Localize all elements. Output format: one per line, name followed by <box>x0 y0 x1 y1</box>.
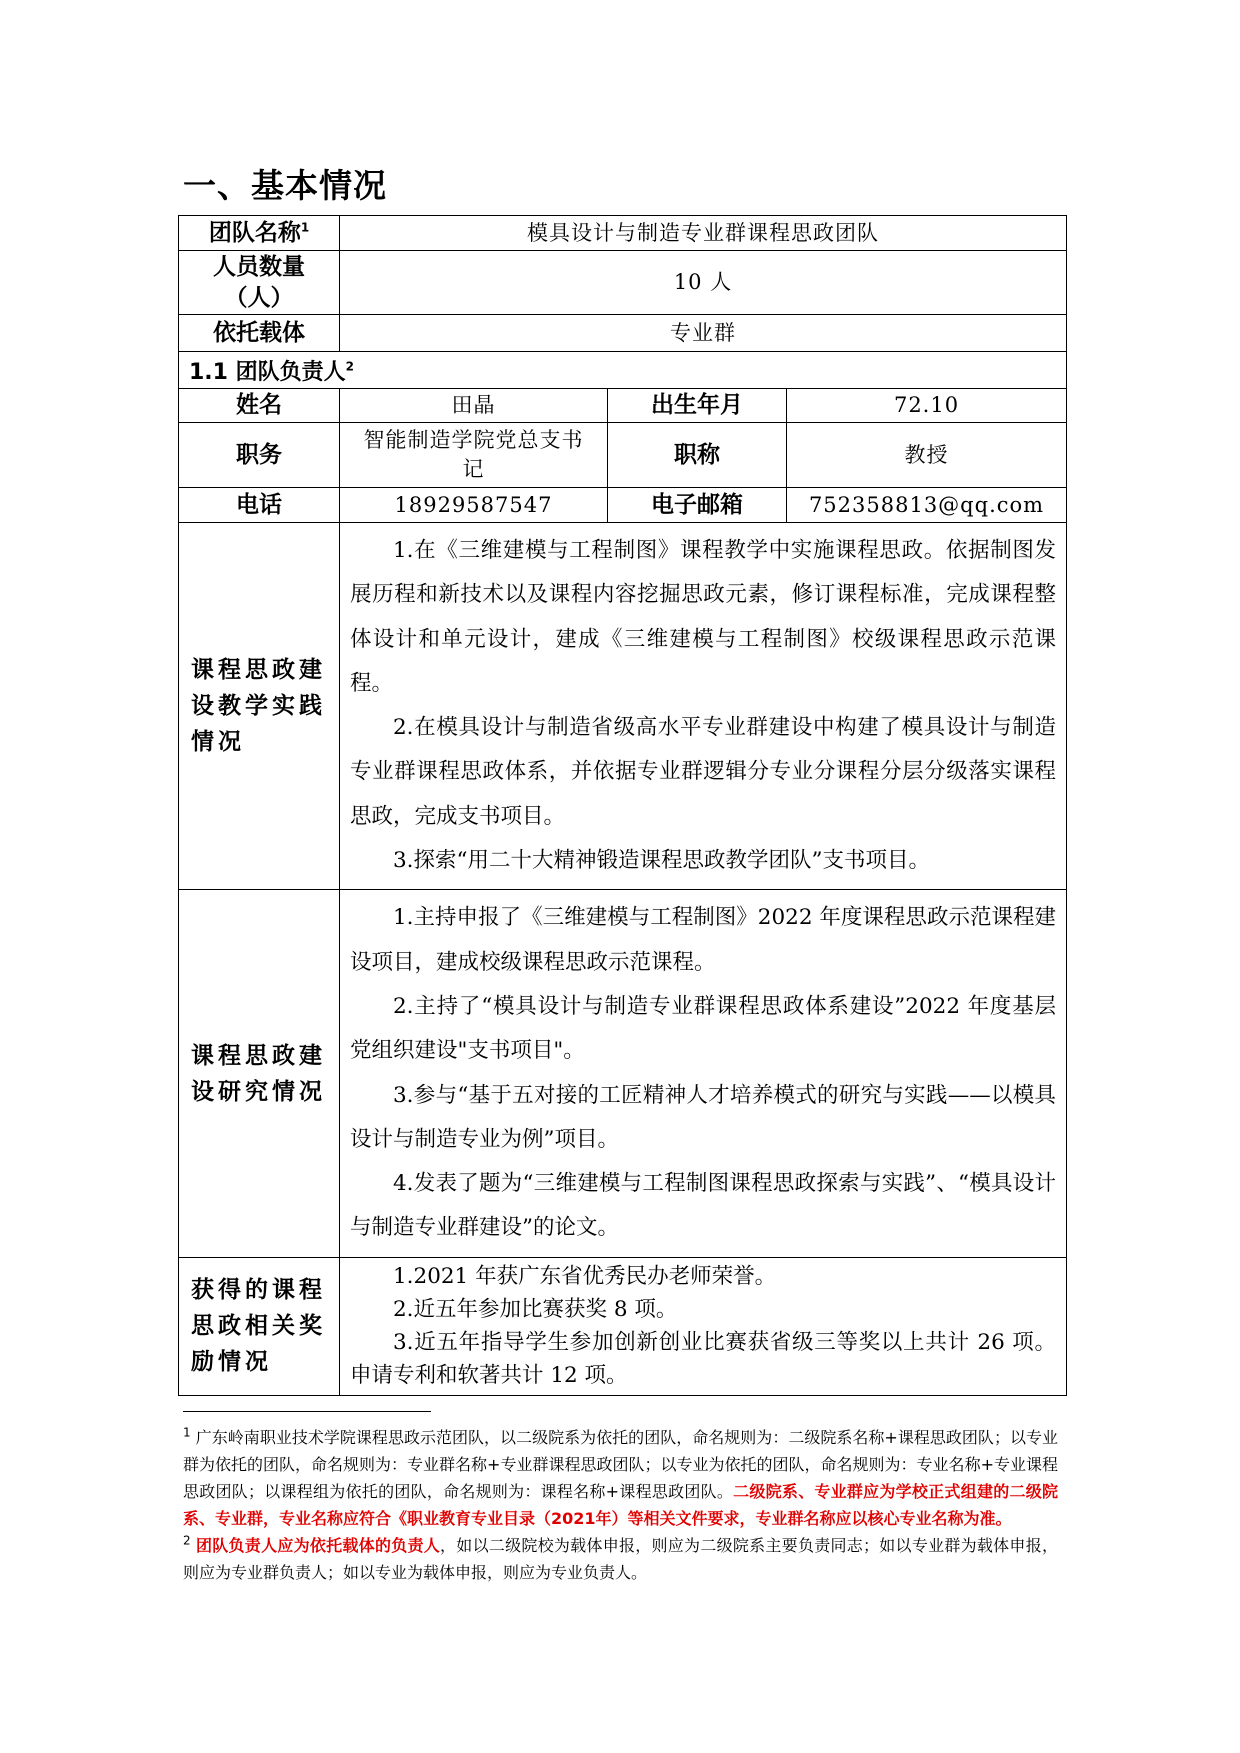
name-label: 姓名 <box>179 389 340 423</box>
team-name-label: 团队名称$^1$ <box>179 216 340 251</box>
research-item: 2.主持了“模具设计与制造专业群课程思政体系建设”2022 年度基层党组织建设"支书项目"。 <box>350 993 1057 1064</box>
carrier-row <box>179 315 1067 352</box>
leader-contact-row <box>179 488 1067 523</box>
basic-info-table <box>178 215 1067 1396</box>
awards-item: 1.2021 年获广东省优秀民办老师荣誉。 <box>393 1264 777 1290</box>
birth-value: 72.10 <box>787 389 1067 423</box>
footnote-divider <box>183 1411 431 1412</box>
title-value: 教授 <box>787 423 1067 488</box>
practice-item: 3.探索“用二十大精神锻造课程思政教学团队”支书项目。 <box>393 848 930 874</box>
carrier-label: 依托载体 <box>179 315 340 352</box>
footnote-1-mark: 1 <box>183 1425 191 1440</box>
email-label: 电子邮箱 <box>608 488 787 523</box>
awards-item: 3.近五年指导学生参加创新创业比赛获省级三等奖以上共计 26 项。申请专利和软著共计 12 项。 <box>350 1330 1057 1389</box>
footnote-1-emphasis: 二级院系、专业群应为学校正式组建的二级院系、专业群，专业名称应符合《职业教育专业目录（2021年）等相关文件要求，专业群名称应以核心专业名称为准。 <box>183 1482 1058 1528</box>
birth-label: 出生年月 <box>608 389 787 423</box>
footnote-2 <box>183 1532 1058 1586</box>
section-title: 一、基本情况 <box>183 166 387 205</box>
research-item: 4.发表了题为“三维建模与工程制图课程思政探索与实践”、“模具设计与制造专业群建设”的论文。 <box>350 1171 1057 1241</box>
practice-row <box>179 523 1067 890</box>
position-value: 智能制造学院党总支书记 <box>340 423 608 488</box>
phone-value: 18929587547 <box>340 488 608 523</box>
research-item: 1.主持申报了《三维建模与工程制图》2022 年度课程思政示范课程建设项目，建成校级课程思政示范课程。 <box>350 905 1057 975</box>
research-content <box>340 890 1067 1257</box>
staff-count-value: 10 人 <box>340 251 1067 315</box>
awards-row <box>179 1257 1067 1395</box>
leader-position-row <box>179 423 1067 488</box>
practice-content <box>340 523 1067 890</box>
team-name-row <box>179 216 1067 251</box>
awards-content <box>340 1257 1067 1395</box>
leader-name-row <box>179 389 1067 423</box>
research-label: 课程思政建设研究情况 <box>179 890 340 1257</box>
staff-count-label: 人员数量（人） <box>179 251 340 315</box>
footnote-2-mark: 2 <box>183 1533 191 1548</box>
phone-label: 电话 <box>179 488 340 523</box>
practice-label: 课程思政建设教学实践情况 <box>179 523 340 890</box>
name-value: 田晶 <box>340 389 608 423</box>
footnotes <box>183 1424 1058 1586</box>
leader-section-heading: 1.1 团队负责人$^2$ <box>179 352 1067 389</box>
research-item: 3.参与“基于五对接的工匠精神人才培养模式的研究与实践——以模具设计与制造专业为例”项目。 <box>350 1082 1057 1152</box>
footnote-1-text: 广东岭南职业技术学院课程思政示范团队，以二级院系为依托的团队，命名规则为：二级院系名称+课程思政团队；以专业群为依托的团队，命名规则为：专业群名称+专业群课程思政团队；以专业为依托的团队，命名规则为：专业名称+专业课程思政团队；以课程组为依托的团队，命名规则为：课程名称+课程思政团队。 <box>183 1428 1058 1501</box>
email-value: 752358813@qq.com <box>787 488 1067 523</box>
carrier-value: 专业群 <box>340 315 1067 352</box>
footnote-2-text: ，如以二级院校为载体申报，则应为二级院系主要负责同志；如以专业群为载体申报，则应为专业群负责人；如以专业为载体申报，则应为专业负责人。 <box>183 1536 1058 1582</box>
staff-count-row <box>179 251 1067 315</box>
practice-item: 1.在《三维建模与工程制图》课程教学中实施课程思政。依据制图发展历程和新技术以及课程内容挖掘思政元素，修订课程标准，完成课程整体设计和单元设计，建成《三维建模与工程制图》校级课程思政示范课程。 <box>350 538 1057 696</box>
footnote-1 <box>183 1424 1058 1532</box>
practice-item: 2.在模具设计与制造省级高水平专业群建设中构建了模具设计与制造专业群课程思政体系，并依据专业群逻辑分专业分课程分层分级落实课程思政，完成支书项目。 <box>350 715 1057 829</box>
footnote-2-emphasis: 团队负责人应为依托载体的负责人 <box>196 1536 441 1555</box>
team-name-value: 模具设计与制造专业群课程思政团队 <box>340 216 1067 251</box>
awards-label: 获得的课程思政相关奖励情况 <box>179 1257 340 1395</box>
position-label: 职务 <box>179 423 340 488</box>
awards-item: 2.近五年参加比赛获奖 8 项。 <box>393 1297 678 1323</box>
research-row <box>179 890 1067 1257</box>
title-label: 职称 <box>608 423 787 488</box>
leader-section-row <box>179 352 1067 389</box>
